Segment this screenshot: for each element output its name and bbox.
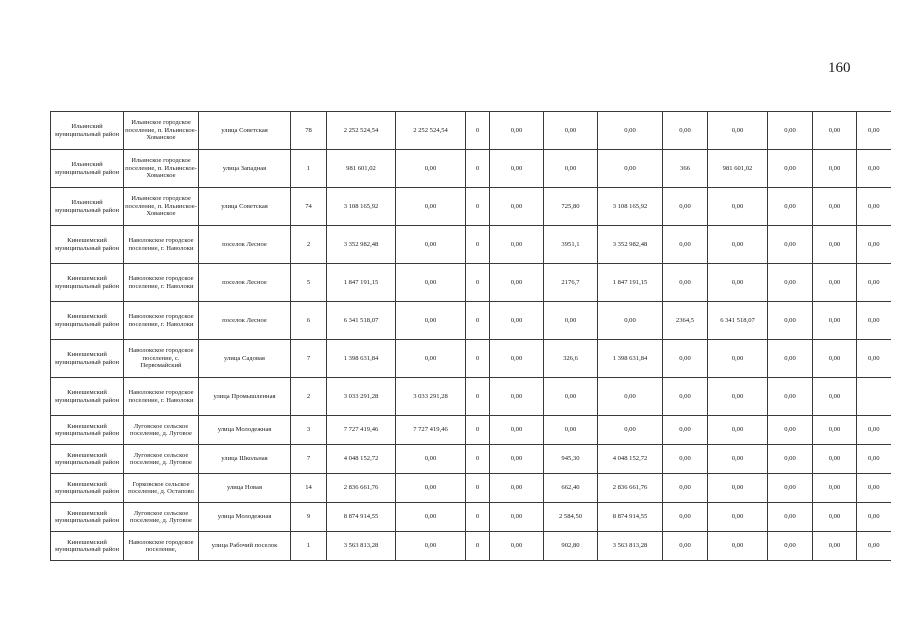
col1-cell: 0,00 <box>396 302 466 340</box>
district-cell: Кинешемский муниципальный район <box>51 378 124 416</box>
col8-cell: 0,00 <box>768 378 813 416</box>
col2-cell: 0 <box>466 532 490 561</box>
col6-cell: 2364,5 <box>663 302 708 340</box>
table-row <box>51 112 891 150</box>
col8-cell: 0,00 <box>768 474 813 503</box>
table-row <box>51 503 891 532</box>
col4-cell: 945,30 <box>544 445 598 474</box>
total-cost-cell: 3 108 165,92 <box>327 188 396 226</box>
col8-cell: 0,00 <box>768 532 813 561</box>
col9-cell: 0,00 <box>813 445 857 474</box>
house-number-cell: 7 <box>291 340 327 378</box>
house-number-cell: 5 <box>291 264 327 302</box>
col1-cell: 0,00 <box>396 340 466 378</box>
address-cell: улица Молодежная <box>199 416 291 445</box>
col9-cell: 0,00 <box>813 112 857 150</box>
district-cell: Кинешемский муниципальный район <box>51 264 124 302</box>
col10-cell: 0,00 <box>857 112 891 150</box>
col3-cell: 0,00 <box>490 445 544 474</box>
address-cell: улица Промышленная <box>199 378 291 416</box>
col3-cell: 0,00 <box>490 378 544 416</box>
col5-cell: 0,00 <box>598 378 663 416</box>
col9-cell: 0,00 <box>813 503 857 532</box>
table-row <box>51 188 891 226</box>
col8-cell: 0,00 <box>768 302 813 340</box>
col6-cell: 0,00 <box>663 378 708 416</box>
col2-cell: 0 <box>466 112 490 150</box>
settlement-cell: Луговское сельское поселение, д. Луговое <box>124 416 199 445</box>
settlement-cell: Наволокское городское поселение, г. Наволоки <box>124 226 199 264</box>
housing-repair-table <box>50 111 891 561</box>
col5-cell: 0,00 <box>598 112 663 150</box>
col6-cell: 0,00 <box>663 532 708 561</box>
col5-cell: 0,00 <box>598 302 663 340</box>
col2-cell: 0 <box>466 226 490 264</box>
col9-cell: 0,00 <box>813 302 857 340</box>
col3-cell: 0,00 <box>490 226 544 264</box>
settlement-cell: Наволокское городское поселение, г. Наволоки <box>124 264 199 302</box>
col2-cell: 0 <box>466 445 490 474</box>
house-number-cell: 6 <box>291 302 327 340</box>
col1-cell: 0,00 <box>396 150 466 188</box>
col7-cell: 0,00 <box>708 532 768 561</box>
col8-cell: 0,00 <box>768 150 813 188</box>
col4-cell: 326,6 <box>544 340 598 378</box>
district-cell: Ильинский муниципальный район <box>51 188 124 226</box>
col1-cell: 0,00 <box>396 188 466 226</box>
settlement-cell: Ильинское городское поселение, п. Ильинское-Хованское <box>124 150 199 188</box>
district-cell: Кинешемский муниципальный район <box>51 503 124 532</box>
col6-cell: 366 <box>663 150 708 188</box>
district-cell: Кинешемский муниципальный район <box>51 226 124 264</box>
table-row <box>51 150 891 188</box>
col6-cell: 0,00 <box>663 226 708 264</box>
col3-cell: 0,00 <box>490 302 544 340</box>
col1-cell: 3 033 291,28 <box>396 378 466 416</box>
address-cell: улица Молодежная <box>199 503 291 532</box>
house-number-cell: 3 <box>291 416 327 445</box>
col8-cell: 0,00 <box>768 416 813 445</box>
col6-cell: 0,00 <box>663 474 708 503</box>
district-cell: Кинешемский муниципальный район <box>51 302 124 340</box>
table-row <box>51 416 891 445</box>
col3-cell: 0,00 <box>490 264 544 302</box>
col1-cell: 0,00 <box>396 532 466 561</box>
house-number-cell: 14 <box>291 474 327 503</box>
col10-cell: 0,00 <box>857 264 891 302</box>
page-number: 160 <box>828 60 851 76</box>
total-cost-cell: 7 727 419,46 <box>327 416 396 445</box>
house-number-cell: 1 <box>291 150 327 188</box>
table-row <box>51 378 891 416</box>
col3-cell: 0,00 <box>490 474 544 503</box>
col6-cell: 0,00 <box>663 416 708 445</box>
col7-cell: 0,00 <box>708 378 768 416</box>
col5-cell: 1 847 191,15 <box>598 264 663 302</box>
col8-cell: 0,00 <box>768 188 813 226</box>
address-cell: улица Советская <box>199 188 291 226</box>
district-cell: Кинешемский муниципальный район <box>51 416 124 445</box>
col1-cell: 0,00 <box>396 226 466 264</box>
col10-cell: 0,00 <box>857 532 891 561</box>
col6-cell: 0,00 <box>663 112 708 150</box>
col7-cell: 0,00 <box>708 474 768 503</box>
total-cost-cell: 1 847 191,15 <box>327 264 396 302</box>
address-cell: улица Школьная <box>199 445 291 474</box>
col1-cell: 7 727 419,46 <box>396 416 466 445</box>
col2-cell: 0 <box>466 416 490 445</box>
col9-cell: 0,00 <box>813 378 857 416</box>
col5-cell: 4 048 152,72 <box>598 445 663 474</box>
col10-cell: 0,00 <box>857 226 891 264</box>
total-cost-cell: 2 836 661,76 <box>327 474 396 503</box>
total-cost-cell: 3 352 982,48 <box>327 226 396 264</box>
table-row <box>51 445 891 474</box>
col4-cell: 0,00 <box>544 378 598 416</box>
col7-cell: 6 341 518,07 <box>708 302 768 340</box>
col3-cell: 0,00 <box>490 188 544 226</box>
col7-cell: 981 601,02 <box>708 150 768 188</box>
col9-cell: 0,00 <box>813 188 857 226</box>
col5-cell: 3 563 813,28 <box>598 532 663 561</box>
table-row <box>51 474 891 503</box>
total-cost-cell: 1 398 631,84 <box>327 340 396 378</box>
address-cell: улица Советская <box>199 112 291 150</box>
settlement-cell: Наволокское городское поселение, с. Первомайский <box>124 340 199 378</box>
col10-cell: 0,00 <box>857 474 891 503</box>
col4-cell: 0,00 <box>544 150 598 188</box>
table-row <box>51 226 891 264</box>
col4-cell: 0,00 <box>544 112 598 150</box>
col3-cell: 0,00 <box>490 150 544 188</box>
col10-cell: 0,00 <box>857 445 891 474</box>
col1-cell: 0,00 <box>396 474 466 503</box>
col9-cell: 0,00 <box>813 264 857 302</box>
col1-cell: 2 252 524,54 <box>396 112 466 150</box>
col8-cell: 0,00 <box>768 503 813 532</box>
house-number-cell: 7 <box>291 445 327 474</box>
total-cost-cell: 3 033 291,28 <box>327 378 396 416</box>
col8-cell: 0,00 <box>768 340 813 378</box>
col4-cell: 3951,1 <box>544 226 598 264</box>
col9-cell: 0,00 <box>813 150 857 188</box>
col5-cell: 2 836 661,76 <box>598 474 663 503</box>
col9-cell: 0,00 <box>813 532 857 561</box>
house-number-cell: 78 <box>291 112 327 150</box>
settlement-cell: Ильинское городское поселение, п. Ильинское-Хованское <box>124 112 199 150</box>
col2-cell: 0 <box>466 302 490 340</box>
address-cell: поселок Лесное <box>199 302 291 340</box>
col8-cell: 0,00 <box>768 445 813 474</box>
col3-cell: 0,00 <box>490 503 544 532</box>
col2-cell: 0 <box>466 503 490 532</box>
col4-cell: 2 584,50 <box>544 503 598 532</box>
house-number-cell: 2 <box>291 378 327 416</box>
col3-cell: 0,00 <box>490 532 544 561</box>
col1-cell: 0,00 <box>396 503 466 532</box>
col10-cell: 0,00 <box>857 150 891 188</box>
col2-cell: 0 <box>466 474 490 503</box>
col6-cell: 0,00 <box>663 340 708 378</box>
col10-cell: 0,00 <box>857 340 891 378</box>
district-cell: Кинешемский муниципальный район <box>51 445 124 474</box>
table-row <box>51 264 891 302</box>
address-cell: улица Западная <box>199 150 291 188</box>
district-cell: Кинешемский муниципальный район <box>51 532 124 561</box>
col4-cell: 902,80 <box>544 532 598 561</box>
col5-cell: 3 108 165,92 <box>598 188 663 226</box>
col1-cell: 0,00 <box>396 445 466 474</box>
house-number-cell: 1 <box>291 532 327 561</box>
col7-cell: 0,00 <box>708 445 768 474</box>
district-cell: Кинешемский муниципальный район <box>51 474 124 503</box>
settlement-cell: Наволокское городское поселение, <box>124 532 199 561</box>
col2-cell: 0 <box>466 264 490 302</box>
col2-cell: 0 <box>466 188 490 226</box>
address-cell: улица Новая <box>199 474 291 503</box>
col9-cell: 0,00 <box>813 226 857 264</box>
col6-cell: 0,00 <box>663 264 708 302</box>
address-cell: поселок Лесное <box>199 264 291 302</box>
col4-cell: 725,80 <box>544 188 598 226</box>
table-row <box>51 302 891 340</box>
house-number-cell: 2 <box>291 226 327 264</box>
col4-cell: 2176,7 <box>544 264 598 302</box>
col8-cell: 0,00 <box>768 226 813 264</box>
col4-cell: 0,00 <box>544 416 598 445</box>
col7-cell: 0,00 <box>708 264 768 302</box>
col9-cell: 0,00 <box>813 474 857 503</box>
col2-cell: 0 <box>466 340 490 378</box>
col5-cell: 8 874 914,55 <box>598 503 663 532</box>
col6-cell: 0,00 <box>663 445 708 474</box>
address-cell: улица Садовая <box>199 340 291 378</box>
total-cost-cell: 8 874 914,55 <box>327 503 396 532</box>
col9-cell: 0,00 <box>813 416 857 445</box>
col3-cell: 0,00 <box>490 340 544 378</box>
col10-cell: 0,00 <box>857 503 891 532</box>
settlement-cell: Луговское сельское поселение, д. Луговое <box>124 503 199 532</box>
house-number-cell: 9 <box>291 503 327 532</box>
address-cell: улица Рабочий поселок <box>199 532 291 561</box>
address-cell: поселок Лесное <box>199 226 291 264</box>
col3-cell: 0,00 <box>490 112 544 150</box>
total-cost-cell: 981 601,02 <box>327 150 396 188</box>
col10-cell <box>857 378 891 416</box>
col5-cell: 0,00 <box>598 150 663 188</box>
col9-cell: 0,00 <box>813 340 857 378</box>
district-cell: Кинешемский муниципальный район <box>51 340 124 378</box>
col2-cell: 0 <box>466 150 490 188</box>
settlement-cell: Горковское сельское поселение, д. Остапово <box>124 474 199 503</box>
settlement-cell: Наволокское городское поселение, г. Наволоки <box>124 378 199 416</box>
col7-cell: 0,00 <box>708 503 768 532</box>
settlement-cell: Луговское сельское поселение, д. Луговое <box>124 445 199 474</box>
col8-cell: 0,00 <box>768 264 813 302</box>
total-cost-cell: 6 341 518,07 <box>327 302 396 340</box>
settlement-cell: Наволокское городское поселение, г. Наволоки <box>124 302 199 340</box>
col7-cell: 0,00 <box>708 226 768 264</box>
col2-cell: 0 <box>466 378 490 416</box>
col6-cell: 0,00 <box>663 503 708 532</box>
col7-cell: 0,00 <box>708 112 768 150</box>
table-row <box>51 340 891 378</box>
col7-cell: 0,00 <box>708 188 768 226</box>
district-cell: Ильинский муниципальный район <box>51 112 124 150</box>
col10-cell: 0,00 <box>857 416 891 445</box>
col3-cell: 0,00 <box>490 416 544 445</box>
col10-cell: 0,00 <box>857 188 891 226</box>
col5-cell: 3 352 982,48 <box>598 226 663 264</box>
col8-cell: 0,00 <box>768 112 813 150</box>
col7-cell: 0,00 <box>708 416 768 445</box>
col6-cell: 0,00 <box>663 188 708 226</box>
total-cost-cell: 3 563 813,28 <box>327 532 396 561</box>
col4-cell: 0,00 <box>544 302 598 340</box>
total-cost-cell: 4 048 152,72 <box>327 445 396 474</box>
house-number-cell: 74 <box>291 188 327 226</box>
col1-cell: 0,00 <box>396 264 466 302</box>
total-cost-cell: 2 252 524,54 <box>327 112 396 150</box>
district-cell: Ильинский муниципальный район <box>51 150 124 188</box>
col4-cell: 662,40 <box>544 474 598 503</box>
col5-cell: 0,00 <box>598 416 663 445</box>
col10-cell: 0,00 <box>857 302 891 340</box>
col7-cell: 0,00 <box>708 340 768 378</box>
table-row <box>51 532 891 561</box>
settlement-cell: Ильинское городское поселение, п. Ильинское-Хованское <box>124 188 199 226</box>
col5-cell: 1 398 631,84 <box>598 340 663 378</box>
